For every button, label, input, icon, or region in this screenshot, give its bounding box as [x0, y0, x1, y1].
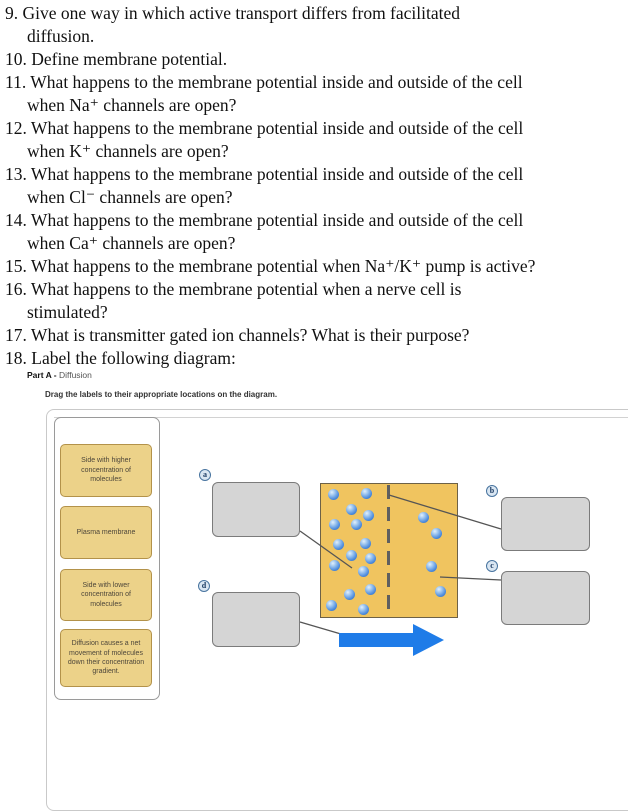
drop-target-a[interactable]: [212, 482, 300, 537]
molecule-dot-left: [358, 604, 369, 615]
molecule-dot-left: [346, 504, 357, 515]
molecule-dot-left: [346, 550, 357, 561]
molecule-dot-left: [365, 553, 376, 564]
question-line: when Cl⁻ channels are open?: [27, 187, 233, 207]
part-a-title-bold: Part A -: [27, 370, 59, 380]
letter-badge-b: b: [486, 485, 498, 497]
question-line: when Ca⁺ channels are open?: [27, 233, 236, 253]
letter-badge-a: a: [199, 469, 211, 481]
letter-badge-d: d: [198, 580, 210, 592]
question-line: 18. Label the following diagram:: [5, 348, 236, 368]
question-line: when Na⁺ channels are open?: [27, 95, 237, 115]
question-line: 15. What happens to the membrane potential when Na⁺/K⁺ pump is active?: [5, 256, 536, 276]
question-line: diffusion.: [27, 26, 95, 46]
molecule-dot-left: [333, 539, 344, 550]
molecule-dot-left: [365, 584, 376, 595]
molecule-dot-left: [358, 566, 369, 577]
molecule-dot-left: [329, 519, 340, 530]
molecule-dot-left: [363, 510, 374, 521]
question-line: 12. What happens to the membrane potential inside and outside of the cell: [5, 118, 524, 138]
drag-label-1[interactable]: Side with higher concentration of molecules: [60, 444, 152, 497]
drag-instruction: Drag the labels to their appropriate locations on the diagram.: [45, 390, 278, 399]
question-line: 14. What happens to the membrane potential inside and outside of the cell: [5, 210, 524, 230]
molecule-dot-left: [326, 600, 337, 611]
drag-label-3[interactable]: Side with lower concentration of molecules: [60, 569, 152, 621]
question-list: [5, 2, 625, 370]
molecule-dot-right: [426, 561, 437, 572]
question-line: stimulated?: [27, 302, 108, 322]
question-line: 17. What is transmitter gated ion channels? What is their purpose?: [5, 325, 470, 345]
molecule-dot-right: [431, 528, 442, 539]
question-line: 11. What happens to the membrane potential inside and outside of the cell: [5, 72, 523, 92]
drop-target-c[interactable]: [501, 571, 590, 625]
question-line: when K⁺ channels are open?: [27, 141, 229, 161]
membrane-diagram-box: [320, 483, 458, 618]
molecule-dot-left: [328, 489, 339, 500]
molecule-dot-left: [329, 560, 340, 571]
drag-label-2[interactable]: Plasma membrane: [60, 506, 152, 559]
drop-target-b[interactable]: [501, 497, 590, 551]
question-line: 16. What happens to the membrane potential when a nerve cell is: [5, 279, 462, 299]
part-a-title: [27, 370, 92, 380]
question-line: 10. Define membrane potential.: [5, 49, 228, 69]
part-a-title-rest: Diffusion: [58, 370, 92, 380]
letter-badge-c: c: [486, 560, 498, 572]
molecule-dot-right: [418, 512, 429, 523]
question-line: 13. What happens to the membrane potential inside and outside of the cell: [5, 164, 524, 184]
molecule-dot-left: [344, 589, 355, 600]
drop-target-d[interactable]: [212, 592, 300, 647]
molecule-dot-left: [351, 519, 362, 530]
molecule-dot-left: [360, 538, 371, 549]
question-line: 9. Give one way in which active transport differs from facilitated: [5, 3, 461, 23]
molecule-dot-left: [361, 488, 372, 499]
drag-label-4[interactable]: Diffusion causes a net movement of molecules down their concentration gradient.: [60, 629, 152, 687]
molecule-dot-right: [435, 586, 446, 597]
